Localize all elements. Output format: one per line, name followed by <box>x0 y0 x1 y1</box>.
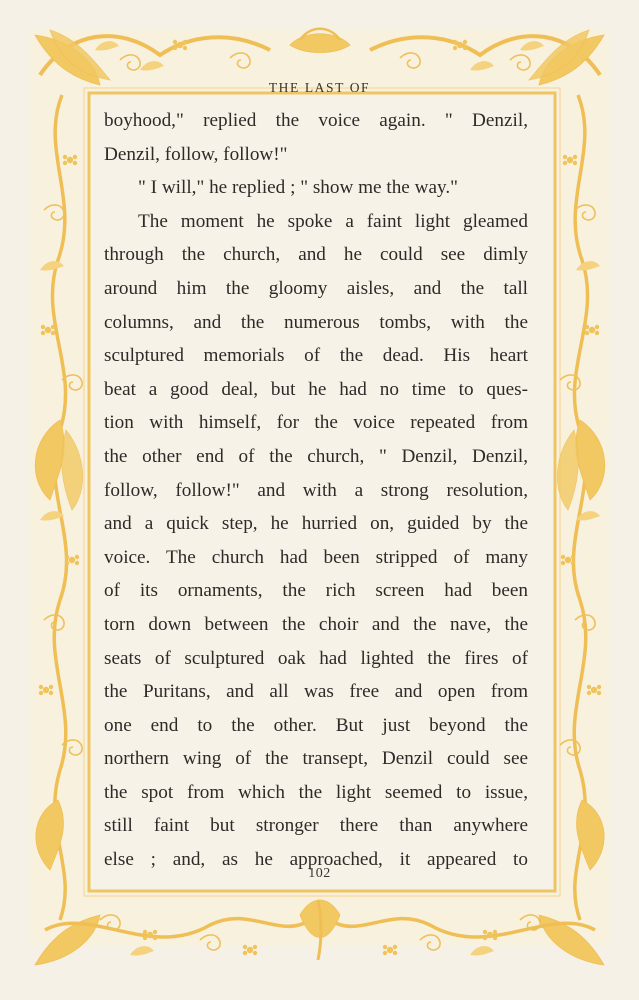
text-line: northern wing of the transept, Denzil could see <box>104 748 528 770</box>
text-line: beat a good deal, but he had no time to ques- <box>104 378 528 400</box>
text-line: Denzil, follow, follow!" <box>104 143 288 165</box>
text-line: the other end of the church, " Denzil, Denzil, <box>104 445 528 467</box>
text-line: boyhood," replied the voice again. " Denzil, <box>104 110 528 131</box>
body-text <box>104 104 528 877</box>
text-line: sculptured memorials of the dead. His heart <box>104 345 528 367</box>
text-line: follow, follow!" and with a strong resolution, <box>104 479 528 501</box>
page-number: 102 <box>308 866 331 881</box>
text-line: through the church, and he could see dimly <box>104 244 528 266</box>
text-line: voice. The church had been stripped of many <box>104 546 528 568</box>
text-line: " I will," he replied ; " show me the way." <box>138 177 458 199</box>
text-line: still faint but stronger there than anywhere <box>104 815 528 837</box>
text-line: seats of sculptured oak had lighted the fires of <box>104 647 528 669</box>
running-header: THE LAST OF <box>268 80 371 95</box>
text-line: the spot from which the light seemed to issue, <box>104 781 528 803</box>
text-line: the Puritans, and all was free and open from <box>104 681 528 703</box>
text-line: columns, and the numerous tombs, with the <box>104 311 528 333</box>
text-line: torn down between the choir and the nave, the <box>104 613 528 635</box>
text-line: and a quick step, he hurried on, guided by the <box>104 513 528 535</box>
text-line: around him the gloomy aisles, and the tall <box>104 277 528 299</box>
text-line: one end to the other. But just beyond the <box>104 714 528 736</box>
text-line: The moment he spoke a faint light gleamed <box>138 210 528 232</box>
text-line: tion with himself, for the voice repeated from <box>104 412 528 434</box>
text-line: else ; and, as he approached, it appeared to <box>104 849 528 871</box>
text-line: of its ornaments, the rich screen had been <box>104 580 528 602</box>
